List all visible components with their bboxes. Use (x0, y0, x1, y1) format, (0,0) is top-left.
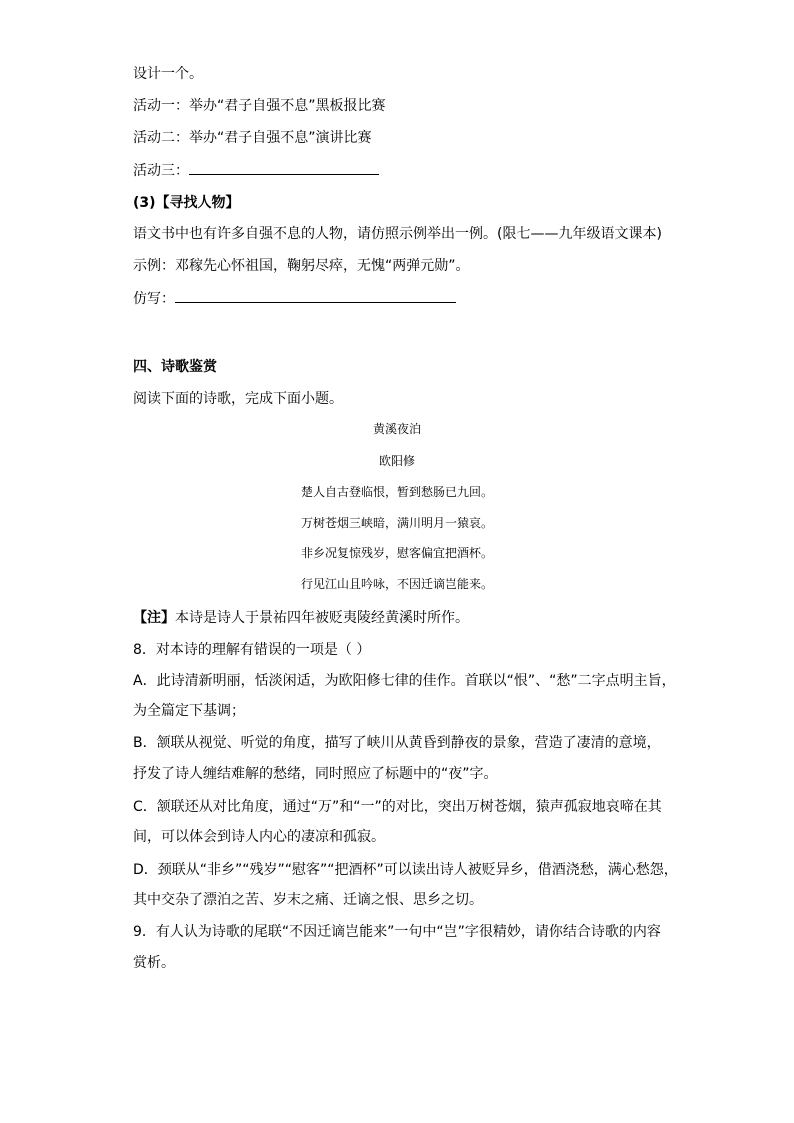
note-text: 本诗是诗人于景祐四年被贬夷陵经黄溪时所作。 (175, 610, 469, 626)
note-line (133, 608, 469, 628)
poem-author: 欧阳修 (378, 454, 415, 468)
imitate-label: 仿写： (133, 291, 175, 307)
poem-line-4: 行见江山且吟咏，不因迁谪岂能来。 (300, 577, 493, 591)
part-3-title: (3)【寻找人物】 (133, 195, 240, 211)
section-4-instruction: 阅读下面的诗歌，完成下面小题。 (133, 391, 343, 407)
poem-title: 黄溪夜泊 (372, 422, 421, 436)
imitate-line (133, 288, 456, 309)
q8-option-c-line-2: 间，可以体会到诗人内心的凄凉和孤寂。 (133, 829, 385, 845)
q8-option-b-line-2: 抒发了诗人缠结难解的愁绪，同时照应了标题中的“夜”字。 (133, 766, 498, 782)
part-3-instruction: 语文书中也有许多自强不息的人物，请仿照示例举出一例。(限七——九年级语文课本) (133, 226, 662, 242)
poem-line-2: 万树苍烟三峡暗，满川明月一猿哀。 (300, 516, 493, 530)
example-line: 示例：邓稼先心怀祖国，鞠躬尽瘁，无愧“两弹元勋”。 (133, 258, 470, 274)
q8-option-a-line-1: A．此诗清新明丽，恬淡闲适，为欧阳修七律的佳作。首联以“恨”、“愁”二字点明主旨， (133, 673, 676, 689)
activity-3 (133, 160, 379, 181)
poem-line-3: 非乡况复惊残岁，慰客偏宜把酒杯。 (300, 546, 493, 560)
q8-option-a-line-2: 为全篇定下基调； (133, 703, 245, 719)
note-label: 【注】 (133, 610, 175, 626)
q9-stem-line-1: 9．有人认为诗歌的尾联“不因迁谪岂能来”一句中“岂”字很精妙，请你结合诗歌的内容 (133, 924, 661, 940)
q8-option-c-line-1: C．颔联还从对比角度，通过“万”和“一”的对比，突出万树苍烟，猿声孤寂地哀啼在其 (133, 799, 662, 815)
imitate-blank[interactable] (175, 288, 456, 303)
activity-3-label: 活动三： (133, 163, 189, 179)
activity-3-blank[interactable] (189, 160, 379, 175)
activity-1: 活动一：举办“君子自强不息”黑板报比赛 (133, 98, 386, 114)
activity-2: 活动二：举办“君子自强不息”演讲比赛 (133, 130, 372, 146)
q8-option-d-line-2: 其中交杂了漂泊之苦、岁末之痛、迁谪之恨、思乡之切。 (133, 892, 483, 908)
q8-option-d-line-1: D．颈联从“非乡”“残岁”“慰客”“把酒杯”可以读出诗人被贬异乡，借酒浇愁，满心愁怨， (133, 862, 678, 878)
q8-option-b-line-1: B．颔联从视觉、听觉的角度，描写了峡川从黄昏到静夜的景象，营造了凄清的意境， (133, 735, 661, 751)
poem-line-1: 楚人自古登临恨，暂到愁肠已九回。 (300, 485, 493, 499)
q9-stem-line-2: 赏析。 (133, 955, 175, 971)
q8-stem: 8．对本诗的理解有错误的一项是（ ） (133, 642, 371, 658)
section-4-heading: 四、诗歌鉴赏 (133, 359, 217, 375)
activity-intro: 设计一个。 (133, 66, 203, 82)
